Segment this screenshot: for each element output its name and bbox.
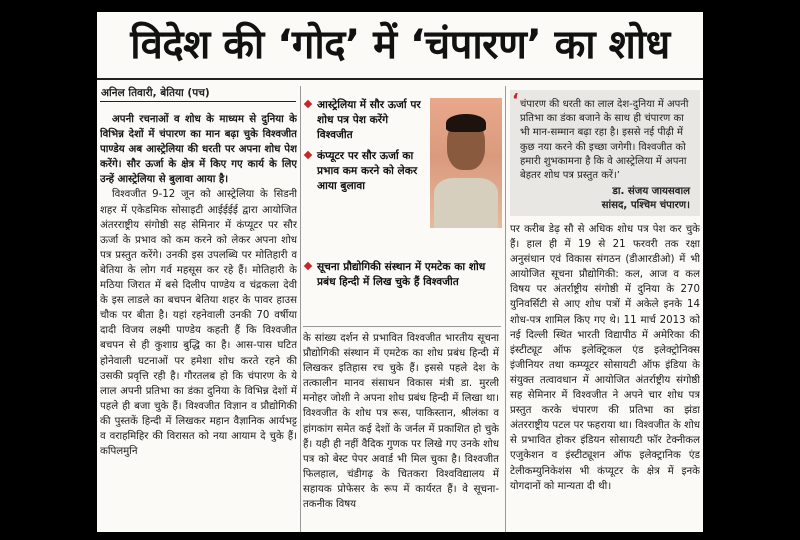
red-diamond-icon [304, 262, 312, 270]
quote-box [510, 90, 700, 216]
portrait-hair [446, 114, 486, 132]
section-rule [303, 326, 501, 327]
portrait-shirt [434, 178, 498, 228]
article-column-3 [510, 222, 700, 532]
bullet-text: आस्ट्रेलिया में सौर ऊर्जा पर शोध पत्र पेश करेंगे विश्वजीत [317, 99, 421, 141]
portrait-photo [430, 98, 502, 228]
bullet-item [305, 98, 425, 143]
bullet-text: कंप्यूटर पर सौर ऊर्जा का प्रभाव कम करने को लेकर आया बुलावा [317, 150, 418, 192]
headline-rule [97, 78, 703, 80]
article-paragraph: पर करीब डेढ़ सौ से अधिक शोध पत्र पेश कर चुके हैं। हाल ही में 19 से 21 फरवरी तक रक्षा अनुसंधान एवं विकास संगठन (डीआरडीओ) में भी आयोजित सूचना प्रौद्योगिकी: कल, आज व कल विषय पर अंतर्राष्ट्रीय संगोष्ठी में दुनिया के 270 युनिवर्सिटी से आए शोध पत्रों में अकेले इनके 14 शोध-पत्र शामिल किए गए थे। 11 मार्च 2013 को नई दिल्ली स्थित भारती विद्यापीठ में अमेरिका की इंस्टीट्यूट ऑफ इलेक्ट्रिकल एंड इलेक्ट्रोनिक्स इंजीनियर तथा कम्प्यूटर सोसायटी ऑफ इंडिया के संयुक्त तत्वावधान में आयोजित अंतर्राष्ट्रीय संगोष्ठी सह सेमिनार में विश्वजीत ने अपने चार शोध पत्र प्रस्तुत करके चंपारण की प्रतिभा का झंडा अंतरराष्ट्रीय पटल पर फहराया था। विश्वजीत के शोध से प्रभावित होकर इंडियन सोसायटी फॉर टेक्नीकल एजुकेशन व इंस्टीट्यूशन ऑफ इलेक्ट्रानिक एंड टेलीकम्युनिकेशंस भी कंप्यूटर के क्षेत्र में इनके योगदानों को मान्यता दी थी। [510, 224, 700, 492]
bullet-text: सूचना प्रौद्योगिकी संस्थान में एमटेक का शोध प्रबंध हिन्दी में लिख चुके हैं विश्वजीत [317, 261, 486, 288]
article-paragraph: विश्वजीत 9-12 जून को आस्ट्रेलिया के सिडनी शहर में एकेडमिक सोसाइटी आईईईई द्वारा आयोजित अंतरराष्ट्रीय संगोष्ठी सह सेमिनार में कंप्यूटर पर सौर ऊर्जा के प्रभाव को कम करने को लेकर अपना शोध पत्र प्रस्तुत करेंगे। उनकी इस उपलब्धि पर मोतिहारी व बेतिया के लोग गर्व महसूस कर रहे हैं। मोतिहारी के मठिया जिरात में बसे दिलीप पाण्डेय व चंद्रकला देवी के इस लाडले का बचपन बेतिया शहर के पावर हाउस चौक पर बीता है। यहां रहनेवाली उनकी 70 वर्षीया दादी विजय लक्ष्मी पाण्डेय कहती हैं कि विश्वजीत बचपन से ही कुशाग्र बुद्धि का है। आस-पास घटित होनेवाली घटनाओं पर हमेशा शोध करते रहने की उसकी प्रवृत्ति रही है। गौरतलब हो कि चंपारण के ये लाल अपनी प्रतिभा का डंका दुनिया के विभिन्न देशों में पहले ही बजा चुके हैं। विश्वजीत विज्ञान व प्रौद्योगिकी की पुस्तकें हिन्दी में लिखकर महान वैज्ञानिक आर्यभट्ट व वराहमिहिर की विरासत को नया आयाम दे चुके हैं। कपिलमुनि [100, 189, 297, 458]
quote-author-designation: सांसद, पश्चिम चंपारण। [601, 200, 690, 211]
column-divider [300, 86, 301, 532]
newspaper-clipping [97, 12, 703, 532]
article-column-2 [303, 331, 499, 532]
article-column-1 [100, 112, 297, 532]
article-paragraph: के सांख्य दर्शन से प्रभावित विश्वजीत भारतीय सूचना प्रौद्योगिकी संस्थान में एमटेक का शोध प्रबंध हिन्दी में लिखकर इतिहास रच चुके हैं। इससे पहले देश के तत्कालीन मानव संसाधन विकास मंत्री डा. मुरली मनोहर जोशी ने अपना शोध प्रबंध हिन्दी में लिखा था। विश्वजीत के शोध पत्र रूस, पाकिस्तान, श्रीलंका व हांगकांग समेत कई देशों के जर्नल में प्रकाशित हो चुके हैं। यही ही नहीं वैदिक गुणक पर लिखे गए उनके शोध पत्र को बेस्ट पेपर अवार्ड भी मिल चुका है। विश्वजीत फिलहाल, चंडीगढ़ के चितकरा विश्वविद्यालय में सहायक प्रोफेसर के रूप में कार्यरत हैं। वे सूचना-तकनीक विषय [303, 333, 499, 511]
column-divider [505, 86, 506, 532]
quote-mark-icon: ‘ [512, 90, 519, 111]
red-diamond-icon [304, 151, 312, 159]
quote-text: चंपारण की धरती का लाल देश-दुनिया में अपनी प्रतिभा का डंका बजाने के साथ ही चंपारण का भी मान-सम्मान बढ़ा रहा है। इससे नई पीढ़ी में कुछ नया करने की इच्छा जगेगी। विश्वजीत को हमारी शुभकामना है कि वे आस्ट्रेलिया में अपना बेहतर शोध पत्र प्रस्तुत करें।’ [520, 99, 689, 182]
quote-author-name: डा. संजय जायसवाल [612, 186, 690, 197]
red-diamond-icon [304, 100, 312, 108]
article-paragraph: अपनी रचनाओं व शोध के माध्यम से दुनिया के विभिन्न देशों में चंपारण का मान बढ़ा चुके विश्वजीत पाण्डेय अब आस्ट्रेलिया की धरती पर अपना शोध पेश करेंगे। सौर ऊर्जा के क्षेत्र में किए गए कार्य के लिए उन्हें आस्ट्रेलिया से बुलावा आया है। [100, 114, 297, 186]
byline: अनिल तिवारी, बेतिया (पच) [101, 87, 210, 99]
bullet-item [305, 260, 500, 290]
bullet-item [305, 149, 425, 194]
byline-rule [100, 101, 296, 102]
headline: विदेश की ‘गोद’ में ‘चंपारण’ का शोध [130, 22, 670, 68]
